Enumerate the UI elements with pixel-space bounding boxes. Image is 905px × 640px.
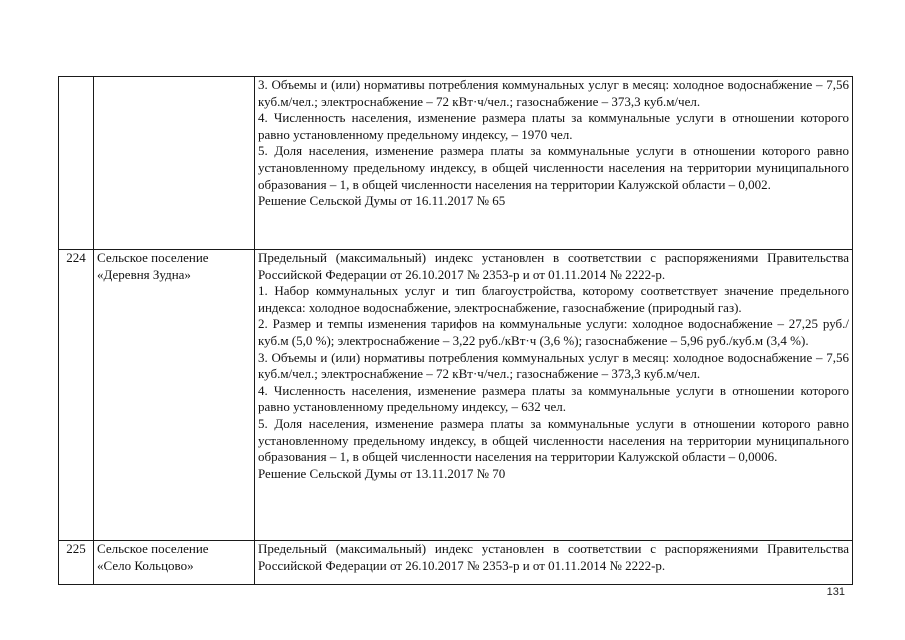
row-number: 225 <box>59 541 94 585</box>
description-paragraph: 2. Размер и темпы изменения тарифов на коммунальные услуги: холодное водоснабжение – 27,25 руб./куб.м (5,0 %); электроснабжение – 3,22 руб./кВт·ч (3,6 %); газоснабжение – 5,96 руб./куб.м (3,4 %). <box>258 316 849 348</box>
description-paragraph: 3. Объемы и (или) нормативы потребления коммунальных услуг в месяц: холодное водоснабжение – 7,56 куб.м/чел.; электроснабжение – 72 кВт·ч/чел.; газоснабжение – 373,3 куб.м/чел. <box>258 77 849 109</box>
indices-table <box>58 76 853 585</box>
decision-reference: Решение Сельской Думы от 13.11.2017 № 70 <box>258 465 506 481</box>
description-paragraph: 4. Численность населения, изменение размера платы за коммунальные услуги в отношении которого равно установленному предельному индексу, – 1970 чел. <box>258 110 849 142</box>
index-description <box>255 541 853 585</box>
municipality-name-line: Сельское поселение <box>97 250 209 265</box>
municipality-name <box>94 77 255 250</box>
index-description <box>255 250 853 541</box>
description-paragraph: 5. Доля населения, изменение размера платы за коммунальные услуги в отношении которого равно установленному предельному индексу, в общей численности населения на территории муниципального образования – 1, в общей численности населения на территории Калужской области – 0,0006. <box>258 415 849 465</box>
decision-reference: Решение Сельской Думы от 16.11.2017 № 65 <box>258 193 506 209</box>
row-number: 224 <box>59 250 94 541</box>
description-paragraph: Предельный (максимальный) индекс установлен в соответствии с распоряжениями Правительства Российской Федерации от 26.10.2017 № 2353-р и от 01.11.2014 № 2222-р. <box>258 250 849 282</box>
description-paragraph: 4. Численность населения, изменение размера платы за коммунальные услуги в отношении которого равно установленному предельному индексу, – 632 чел. <box>258 382 849 415</box>
description-paragraph: 5. Доля населения, изменение размера платы за коммунальные услуги в отношении которого равно установленному предельному индексу, в общей численности населения на территории муниципального образования – 1, в общей численности населения на территории Калужской области – 0,002. <box>258 143 849 192</box>
description-paragraph: 1. Набор коммунальных услуг и тип благоустройства, которому соответствует значение предельного индекса: холодное водоснабжение, электроснабжение, газоснабжение (природный газ). <box>258 283 849 315</box>
municipality-name <box>94 250 255 541</box>
description-paragraph: Предельный (максимальный) индекс установлен в соответствии с распоряжениями Правительства Российской Федерации от 26.10.2017 № 2353-р и от 01.11.2014 № 2222-р. <box>258 541 849 573</box>
table-row <box>59 250 853 541</box>
page-number: 131 <box>826 586 845 598</box>
municipality-name-line: «Село Кольцово» <box>97 557 194 573</box>
table-row <box>59 77 853 250</box>
municipality-name <box>94 541 255 585</box>
municipality-name-line: Сельское поселение <box>97 541 209 556</box>
description-paragraph: 3. Объемы и (или) нормативы потребления коммунальных услуг в месяц: холодное водоснабжение – 7,56 куб.м/чел.; электроснабжение – 72 кВт·ч/чел.; газоснабжение – 373,3 куб.м/чел. <box>258 349 849 382</box>
municipality-name-line: «Деревня Зудна» <box>97 266 191 282</box>
index-description <box>255 77 853 250</box>
table-row <box>59 541 853 585</box>
row-number <box>59 77 94 250</box>
